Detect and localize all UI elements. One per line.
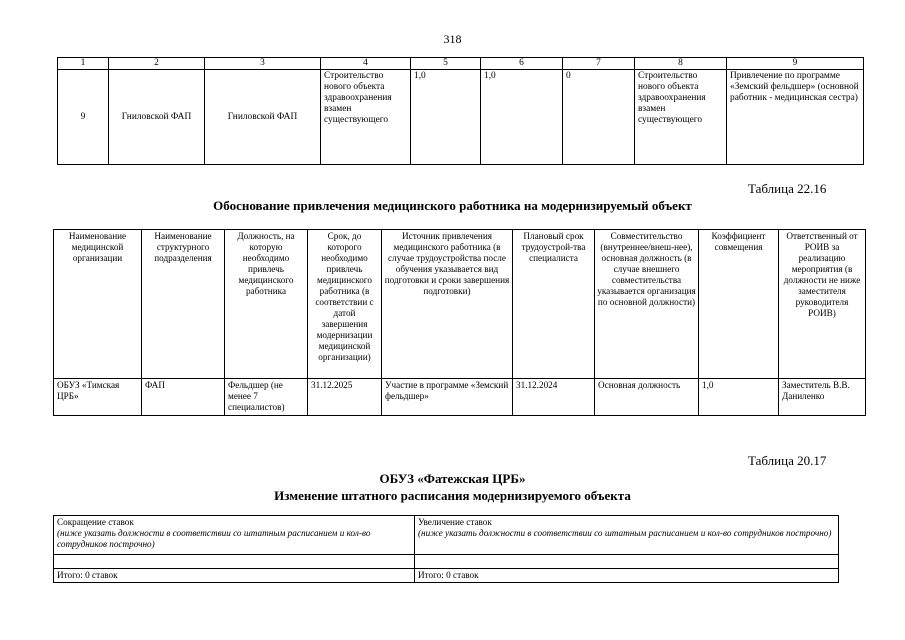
row-number: 9 <box>58 70 109 165</box>
cell-action: Строительство нового объекта здравоохранения взамен существующего <box>635 70 727 165</box>
cell-note: Привлечение по программе «Земский фельдшер» (основной работник - медицинская сестра) <box>727 70 864 165</box>
col-number: 6 <box>481 58 563 70</box>
column-header: Наименование структурного подразделения <box>142 230 225 379</box>
table-label: Таблица 22.16 <box>748 181 827 196</box>
table-title: Обоснование привлечения медицинского работника на модернизируемый объект <box>213 198 692 213</box>
reduction-note: (ниже указать должности в соответствии со штатным расписанием и кол-во сотрудников построчно) <box>57 528 371 549</box>
column-header: Наименование медицинской организации <box>54 230 142 379</box>
empty-row <box>54 555 839 569</box>
cell-value: 1,0 <box>411 70 481 165</box>
cell-action: Строительство нового объекта здравоохранения взамен существующего <box>321 70 411 165</box>
column-header: Должность, на которую необходимо привлечь медицинского работника <box>225 230 308 379</box>
table-continuation <box>57 57 864 165</box>
reduction-header-cell <box>54 516 415 555</box>
column-header: Плановый срок трудоустрой-тва специалиста <box>513 230 595 379</box>
table-cell: ФАП <box>142 379 225 416</box>
header-row <box>54 516 839 555</box>
header-row <box>54 230 866 379</box>
col-number: 7 <box>563 58 635 70</box>
table-cell: Основная должность <box>595 379 699 416</box>
table-row <box>54 379 866 416</box>
table-cell: ОБУЗ «Тимская ЦРБ» <box>54 379 142 416</box>
table-title: Изменение штатного расписания модернизируемого объекта <box>274 488 631 503</box>
column-header: Источник привлечения медицинского работника (в случае трудоустройства после обучения указывается вид подготовки и сроки завершения подготовки) <box>382 230 513 379</box>
column-header: Совместительство (внутреннее/внеш-нее), основная должность (в случае внешнего совместительства указывается организация по основной должности) <box>595 230 699 379</box>
table-cell: Участие в программе «Земский фельдшер» <box>382 379 513 416</box>
table-cell: Заместитель В.В. Даниленко <box>779 379 866 416</box>
table-row <box>58 70 864 165</box>
empty-cell <box>54 555 415 569</box>
cell-value: 1,0 <box>481 70 563 165</box>
staff-justification-table <box>53 229 866 416</box>
col-number: 3 <box>205 58 321 70</box>
table-title-organization: ОБУЗ «Фатежская ЦРБ» <box>379 471 526 486</box>
col-number: 5 <box>411 58 481 70</box>
increase-header: Увеличение ставок <box>418 517 492 527</box>
reduction-header: Сокращение ставок <box>57 517 134 527</box>
col-number: 8 <box>635 58 727 70</box>
empty-cell <box>415 555 839 569</box>
column-header: Срок, до которого необходимо привлечь медицинского работника (в соответствии с датой завершения модернизации медицинской организации) <box>308 230 382 379</box>
col-number: 4 <box>321 58 411 70</box>
page-number: 318 <box>443 32 462 46</box>
cell-organization: Гниловской ФАП <box>109 70 205 165</box>
increase-note: (ниже указать должности в соответствии со штатным расписанием и кол-во сотрудников построчно) <box>418 528 832 538</box>
table-cell: 31.12.2024 <box>513 379 595 416</box>
column-header: Ответственный от РОИВ за реализацию мероприятия (в должности не ниже заместителя руководителя РОИВ) <box>779 230 866 379</box>
cell-value: 0 <box>563 70 635 165</box>
total-row <box>54 569 839 583</box>
increase-header-cell <box>415 516 839 555</box>
col-number: 9 <box>727 58 864 70</box>
table-cell: Фельдшер (не менее 7 специалистов) <box>225 379 308 416</box>
table-cell: 1,0 <box>699 379 779 416</box>
column-number-row <box>58 58 864 70</box>
table-label: Таблица 20.17 <box>748 453 827 468</box>
reduction-total: Итого: 0 ставок <box>54 569 415 583</box>
cell-object: Гниловской ФАП <box>205 70 321 165</box>
increase-total: Итого: 0 ставок <box>415 569 839 583</box>
table-cell: 31.12.2025 <box>308 379 382 416</box>
col-number: 2 <box>109 58 205 70</box>
col-number: 1 <box>58 58 109 70</box>
staffing-change-table <box>53 515 839 583</box>
column-header: Коэффициент совмещения <box>699 230 779 379</box>
